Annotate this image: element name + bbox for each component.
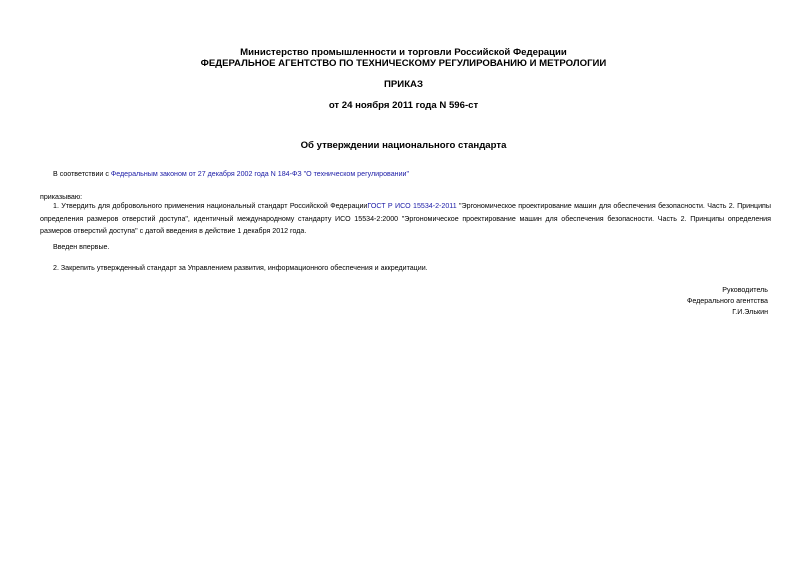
document-type: ПРИКАЗ: [384, 79, 423, 90]
item1-prefix: 1. Утвердить для добровольного применения национальный стандарт Российской Федерации: [53, 202, 368, 210]
document-date: от 24 ноября 2011 года N 596-ст: [328, 100, 479, 111]
ministry-name: Министерство промышленности и торговли Российской Федерации: [240, 47, 567, 58]
gost-standard-link[interactable]: ГОСТ Р ИСО 15534-2-2011: [367, 202, 457, 210]
preamble-prefix: В соответствии с: [53, 170, 111, 178]
introduced-note: Введен впервые.: [53, 243, 110, 251]
signature-agency: Федерального агентства: [686, 297, 768, 305]
federal-law-link[interactable]: Федеральным законом от 27 декабря 2002 года N 184-ФЗ "О техническом регулировании": [110, 170, 410, 178]
preamble: [53, 168, 409, 181]
signature-name: Г.И.Элькин: [732, 308, 768, 316]
agency-name: ФЕДЕРАЛЬНОЕ АГЕНТСТВО ПО ТЕХНИЧЕСКОМУ РЕГУЛИРОВАНИЮ И МЕТРОЛОГИИ: [200, 58, 607, 69]
signature-position: Руководитель: [722, 286, 768, 294]
order-item-2: 2. Закрепить утвержденный стандарт за Управлением развития, информационного обеспечения и аккредитации.: [53, 264, 428, 272]
item1-suffix: "Эргономическое проектирование машин для обеспечения безопасности. Часть 2. Принципы определения размеров отверстий доступа", идентичный международному стандарту ИСО 15534-2:2000 "Эргономическое проектирование машин для обеспечения безопасности. Часть 2. Принципы определения размеров отверстий доступа" с датой введения в действие 1 декабря 2012 года.: [40, 202, 771, 235]
order-item-1: [40, 200, 771, 238]
order-word: приказываю:: [40, 193, 83, 201]
document-subject: Об утверждении национального стандарта: [300, 140, 507, 151]
